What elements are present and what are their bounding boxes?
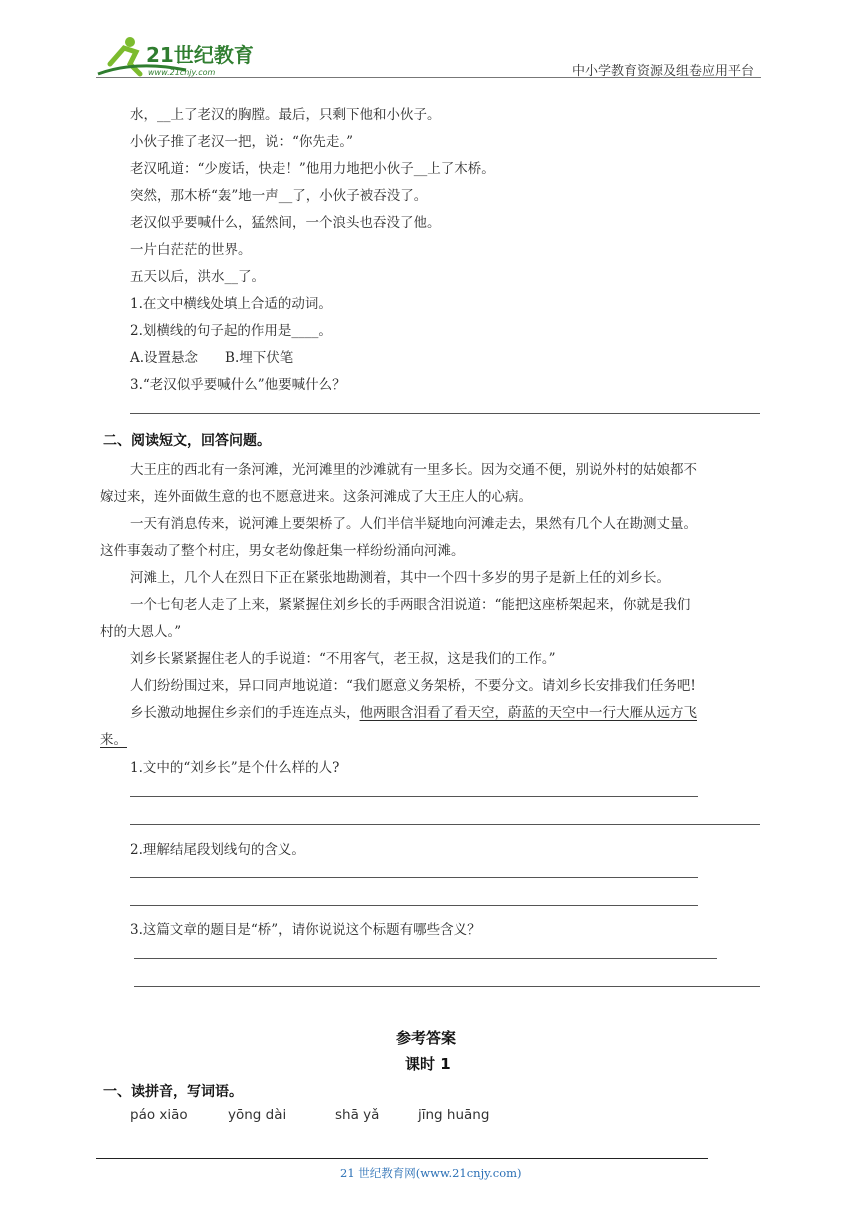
answers-subtitle: 课时 1 [405,1055,451,1073]
passage-line: 河滩上，几个人在烈日下正在紧张地勘测着，其中一个四十多岁的男子是新上任的刘乡长。 [130,570,670,586]
question: 3.这篇文章的题目是“桥”，请你说说这个标题有哪些含义？ [130,922,481,938]
answer-line[interactable] [134,958,717,959]
question: 1.在文中横线处填上合适的动词。 [130,296,332,312]
passage-line: 刘乡长紧紧握住老人的手说道：“不用客气，老王叔，这是我们的工作。” [130,651,556,667]
answer-line[interactable] [130,824,760,825]
answer-line[interactable] [134,986,760,987]
question-options: A.设置悬念 B.埋下伏笔 [130,350,294,366]
passage-line: 嫁过来，连外面做生意的也不愿意进来。这条河滩成了大王庄人的心病。 [100,489,532,505]
logo-url: www.21cnjy.com [148,68,216,77]
underlined-sentence: 他两眼含泪看了看天空，蔚蓝的天空中一行大雁从远方飞 [359,705,697,721]
pinyin-item: yōng dài [228,1107,287,1123]
passage-line: 人们纷纷围过来，异口同声地说道：“我们愿意义务架桥，不要分文。请刘乡长安排我们任务吧! [130,678,696,694]
passage-line: 这件事轰动了整个村庄，男女老幼像赶集一样纷纷涌向河滩。 [100,543,465,559]
story-line: 老汉吼道：“少废话，快走！”他用力地把小伙子__上了木桥。 [130,161,495,177]
answers-title: 参考答案 [396,1029,457,1047]
passage-line: 一天有消息传来，说河滩上要架桥了。人们半信半疑地向河滩走去，果然有几个人在勘测丈量。 [130,516,697,532]
passage-line: 大王庄的西北有一条河滩，光河滩里的沙滩就有一里多长。因为交通不便，别说外村的姑娘都不 [130,462,697,478]
answers-section-title: 一、读拼音，写词语。 [103,1084,243,1100]
site-logo [96,34,266,80]
answer-line[interactable] [130,877,698,878]
story-line: 小伙子推了老汉一把，说：“你先走。” [130,134,354,150]
header-divider [96,77,761,78]
question: 3.“老汉似乎要喊什么”他要喊什么？ [130,377,346,393]
answer-line[interactable] [130,413,760,414]
pinyin-item: shā yǎ [335,1107,380,1123]
story-line: 突然，那木桥“轰”地一声__了，小伙子被吞没了。 [130,188,428,204]
footer-text[interactable]: 21 世纪教育网(www.21cnjy.com) [340,1166,522,1180]
passage-text: 乡长激动地握住乡亲们的手连连点头， [130,705,360,721]
section-title: 二、阅读短文，回答问题。 [103,433,271,449]
answer-line[interactable] [130,796,698,797]
answer-line[interactable] [130,905,698,906]
pinyin-item: jīng huāng [418,1107,490,1123]
story-line: 水，__上了老汉的胸膛。最后，只剩下他和小伙子。 [130,107,441,123]
underlined-sentence-end: 来。 [100,732,127,748]
footer-divider [96,1158,708,1159]
story-line: 老汉似乎要喊什么，猛然间，一个浪头也吞没了他。 [130,215,441,231]
logo-text: 21世纪教育 [146,43,254,67]
story-line: 一片白茫茫的世界。 [130,242,252,258]
header-platform-text: 中小学教育资源及组卷应用平台 [572,64,755,79]
passage-line: 一个七旬老人走了上来，紧紧握住刘乡长的手两眼含泪说道：“能把这座桥架起来，你就是我们 [130,597,691,613]
question: 2.划横线的句子起的作用是____。 [130,323,332,339]
passage-last-line [130,701,697,721]
passage-line: 村的大恩人。” [100,624,182,640]
story-line: 五天以后，洪水__了。 [130,269,265,285]
question: 2.理解结尾段划线句的含义。 [130,842,305,858]
question: 1.文中的“刘乡长”是个什么样的人? [130,760,340,776]
pinyin-item: páo xiāo [130,1107,188,1123]
